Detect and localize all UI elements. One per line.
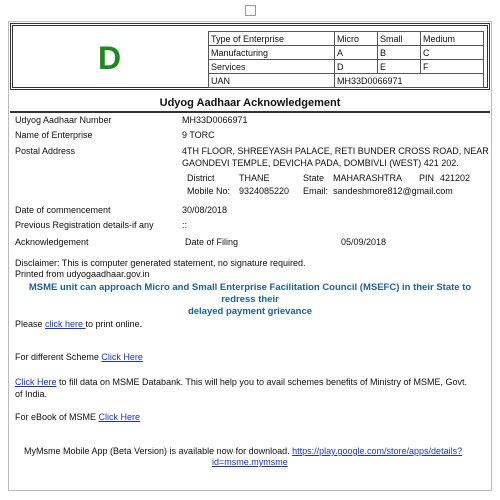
uan-label: Udyog Aadhaar Number [15,115,112,125]
msme-note-line-1: MSME unit can approach Micro and Small Enterprise Facilitation Council (MSEFC) in their State to redress their [28,282,472,305]
page-title: Udyog Aadhaar Acknowledgement [159,97,341,109]
postal-address-label: Postal Address [15,146,76,156]
table-cell: D [335,60,378,74]
email-label: Email: [303,186,329,196]
disclaimer-line-1: Disclaimer: This is computer generated statement, no signature required. [15,258,306,268]
mobile-value: 9324085220 [239,186,290,196]
filing-date-value: 05/09/2018 [341,237,387,247]
scheme-line [15,352,143,362]
email-value: sandeshmore812@gmail.com [333,186,453,196]
top-checkbox[interactable] [245,5,256,16]
district-label: District [187,173,215,183]
enterprise-type-table [208,31,484,88]
address-line-1: 4TH FLOOR, SHREEYASH PALACE, RETI BUNDER CROSS ROAD, NEAR [182,146,489,156]
state-label: State [303,173,325,183]
ebook-prefix: For eBook of MSME [15,412,99,422]
scheme-link[interactable]: Click Here [101,352,143,362]
previous-registration-value: :: [182,220,188,230]
table-cell: Services [209,60,335,74]
table-cell: A [335,46,378,60]
state-value: MAHARASHTRA [333,173,403,183]
address-line-2: GAONDEVI TEMPLE, DEVICHA PADA, DOMBIVLI (WEST) 421 202. [182,158,459,168]
print-online-link[interactable]: click here [45,319,86,329]
app-link-continued[interactable]: id=msme.mymsme [212,457,288,467]
commencement-value: 30/08/2018 [182,205,228,215]
enterprise-name-label: Name of Enterprise [15,130,93,140]
msme-grievance-note [14,282,486,318]
table-cell: Micro [335,32,378,46]
uan-label-cell: UAN [209,74,335,88]
table-row [209,74,484,88]
table-cell: Small [378,32,421,46]
app-line-2 [212,457,288,467]
app-line-1 [24,446,462,456]
table-cell: F [421,60,484,74]
table-cell: Medium [421,32,484,46]
print-online-line [15,319,142,329]
pin-label: PIN [419,173,435,183]
table-cell: Manufacturing [209,46,335,60]
table-row [209,46,484,60]
acknowledgement-label: Acknowledgement [15,237,89,247]
app-link[interactable]: https://play.google.com/store/apps/details? [292,446,463,456]
table-cell: E [378,60,421,74]
filing-date-label: Date of Filing [185,237,239,247]
databank-line-2: of India. [15,389,48,399]
enterprise-type-letter: D [98,40,122,76]
table-cell: B [378,46,421,60]
print-prefix: Please [15,319,46,329]
ebook-line [15,412,140,422]
databank-link[interactable]: Click Here [15,377,57,387]
databank-line-1 [15,377,467,387]
table-row [209,60,484,74]
app-text: MyMsme Mobile App (Beta Version) is available now for download. [24,446,293,456]
table-cell: Type of Enterprise [209,32,335,46]
mobile-label: Mobile No: [187,186,231,196]
ebook-link[interactable]: Click Here [98,412,141,422]
district-value: THANE [239,173,270,183]
disclaimer-line-2: Printed from udyogaadhaar.gov.in [15,269,150,279]
databank-text: to fill data on MSME Databank. This will help you to avail schemes benefits of Ministry of MSME, Govt. [56,377,468,387]
msme-note-line-2: delayed payment grievance [187,306,313,317]
table-row [209,32,484,46]
commencement-label: Date of commencement [15,205,111,215]
uan-value-cell: MH33D0066971 [335,74,484,88]
title-divider [10,111,490,113]
enterprise-name-value: 9 TORC [182,130,215,140]
table-cell: C [421,46,484,60]
print-suffix: to print online. [85,319,143,329]
pin-value: 421202 [440,173,471,183]
uan-value: MH33D0066971 [182,115,248,125]
previous-registration-label: Previous Registration details-if any [15,220,154,230]
scheme-prefix: For different Scheme [15,352,102,362]
